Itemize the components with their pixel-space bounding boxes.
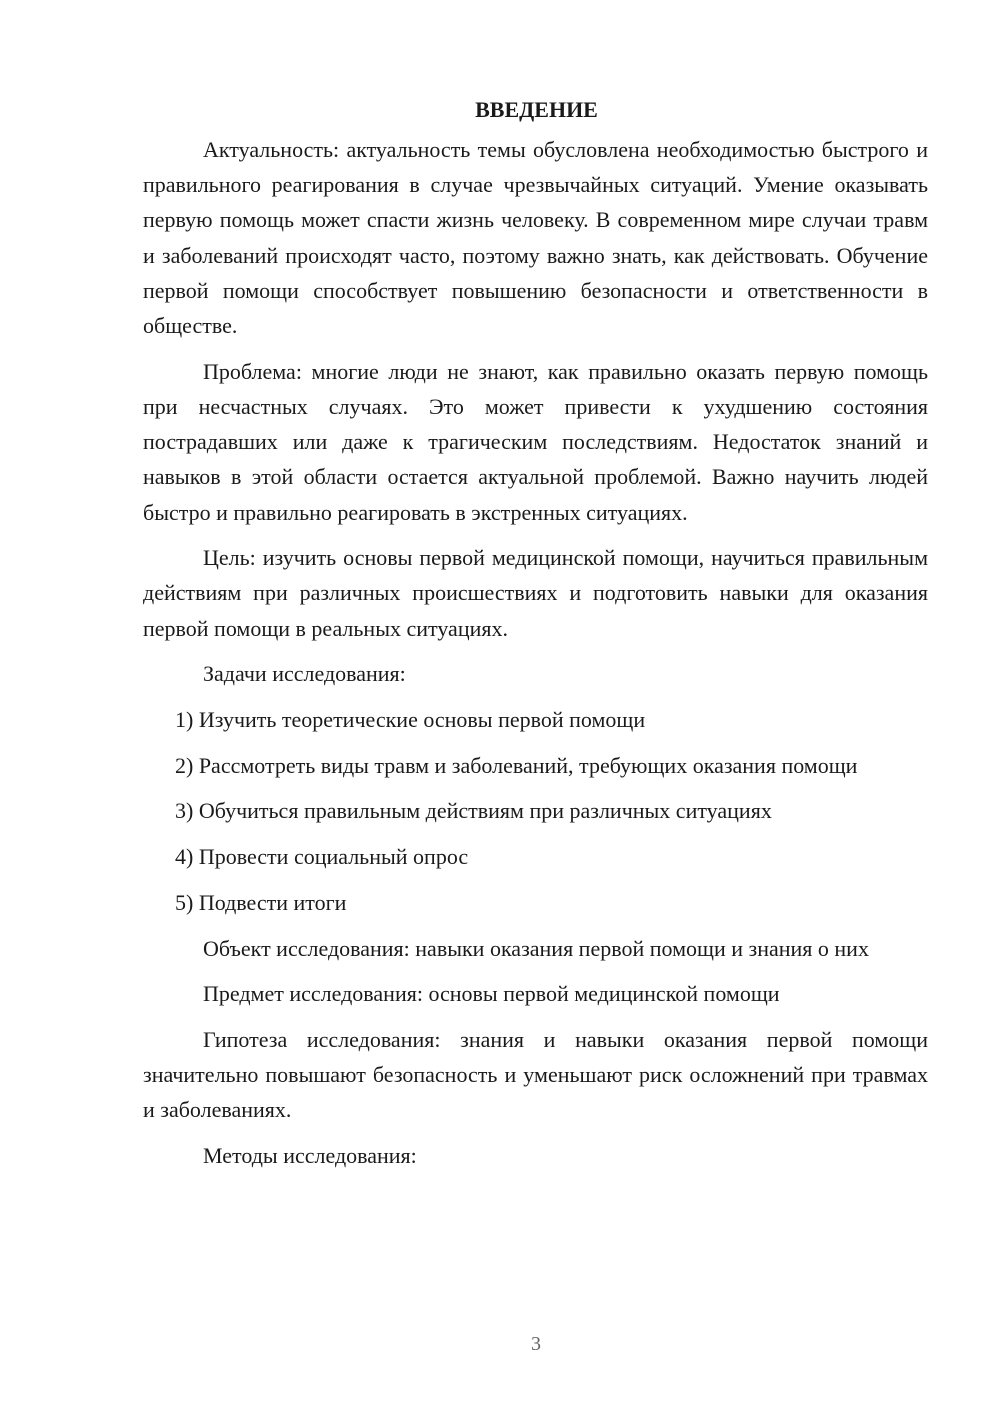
section-title: ВВЕДЕНИЕ [475,97,598,122]
paragraph-subject: Предмет исследования: основы первой медицинской помощи [203,981,780,1007]
paragraph-tasks-heading: Задачи исследования: [203,661,406,687]
paragraph-methods-heading: Методы исследования: [203,1143,417,1169]
paragraph-goal: Цель: изучить основы первой медицинской помощи, научиться правильным действиям при различных происшествиях и подготовить навыки для оказания первой помощи в реальных ситуациях. [143,545,928,641]
task-item-1: 1) Изучить теоретические основы первой помощи [175,707,646,733]
task-item-5: 5) Подвести итоги [175,889,347,915]
task-item-2: 2) Рассмотреть виды травм и заболеваний, требующих оказания помощи [175,752,858,778]
paragraph-object: Объект исследования: навыки оказания первой помощи и знания о них [203,935,869,961]
paragraph-relevance: Актуальность: актуальность темы обусловлена необходимостью быстрого и правильного реагирования в случае чрезвычайных ситуаций. Умение оказывать первую помощь может спасти жизнь человеку. В современном мире случаи травм и заболеваний происходят часто, поэтому важно знать, как действовать. Обучение первой помощи способствует повышению безопасности и ответственности в обществе. [143,137,928,339]
document-page [143,92,928,1184]
paragraph-hypothesis: Гипотеза исследования: знания и навыки оказания первой помощи значительно повышают безопасность и уменьшают риск осложнений при травмах и заболеваниях. [143,1026,928,1123]
page-number: 3 [531,1333,541,1355]
task-item-3: 3) Обучиться правильным действиям при различных ситуациях [175,798,772,824]
task-item-4: 4) Провести социальный опрос [175,844,469,870]
paragraph-problem: Проблема: многие люди не знают, как правильно оказать первую помощь при несчастных случаях. Это может привести к ухудшению состояния пострадавших или даже к трагическим последствиям. Недостаток знаний и навыков в этой области остается актуальной проблемой. Важно научить людей быстро и правильно реагировать в экстренных ситуациях. [143,358,928,525]
